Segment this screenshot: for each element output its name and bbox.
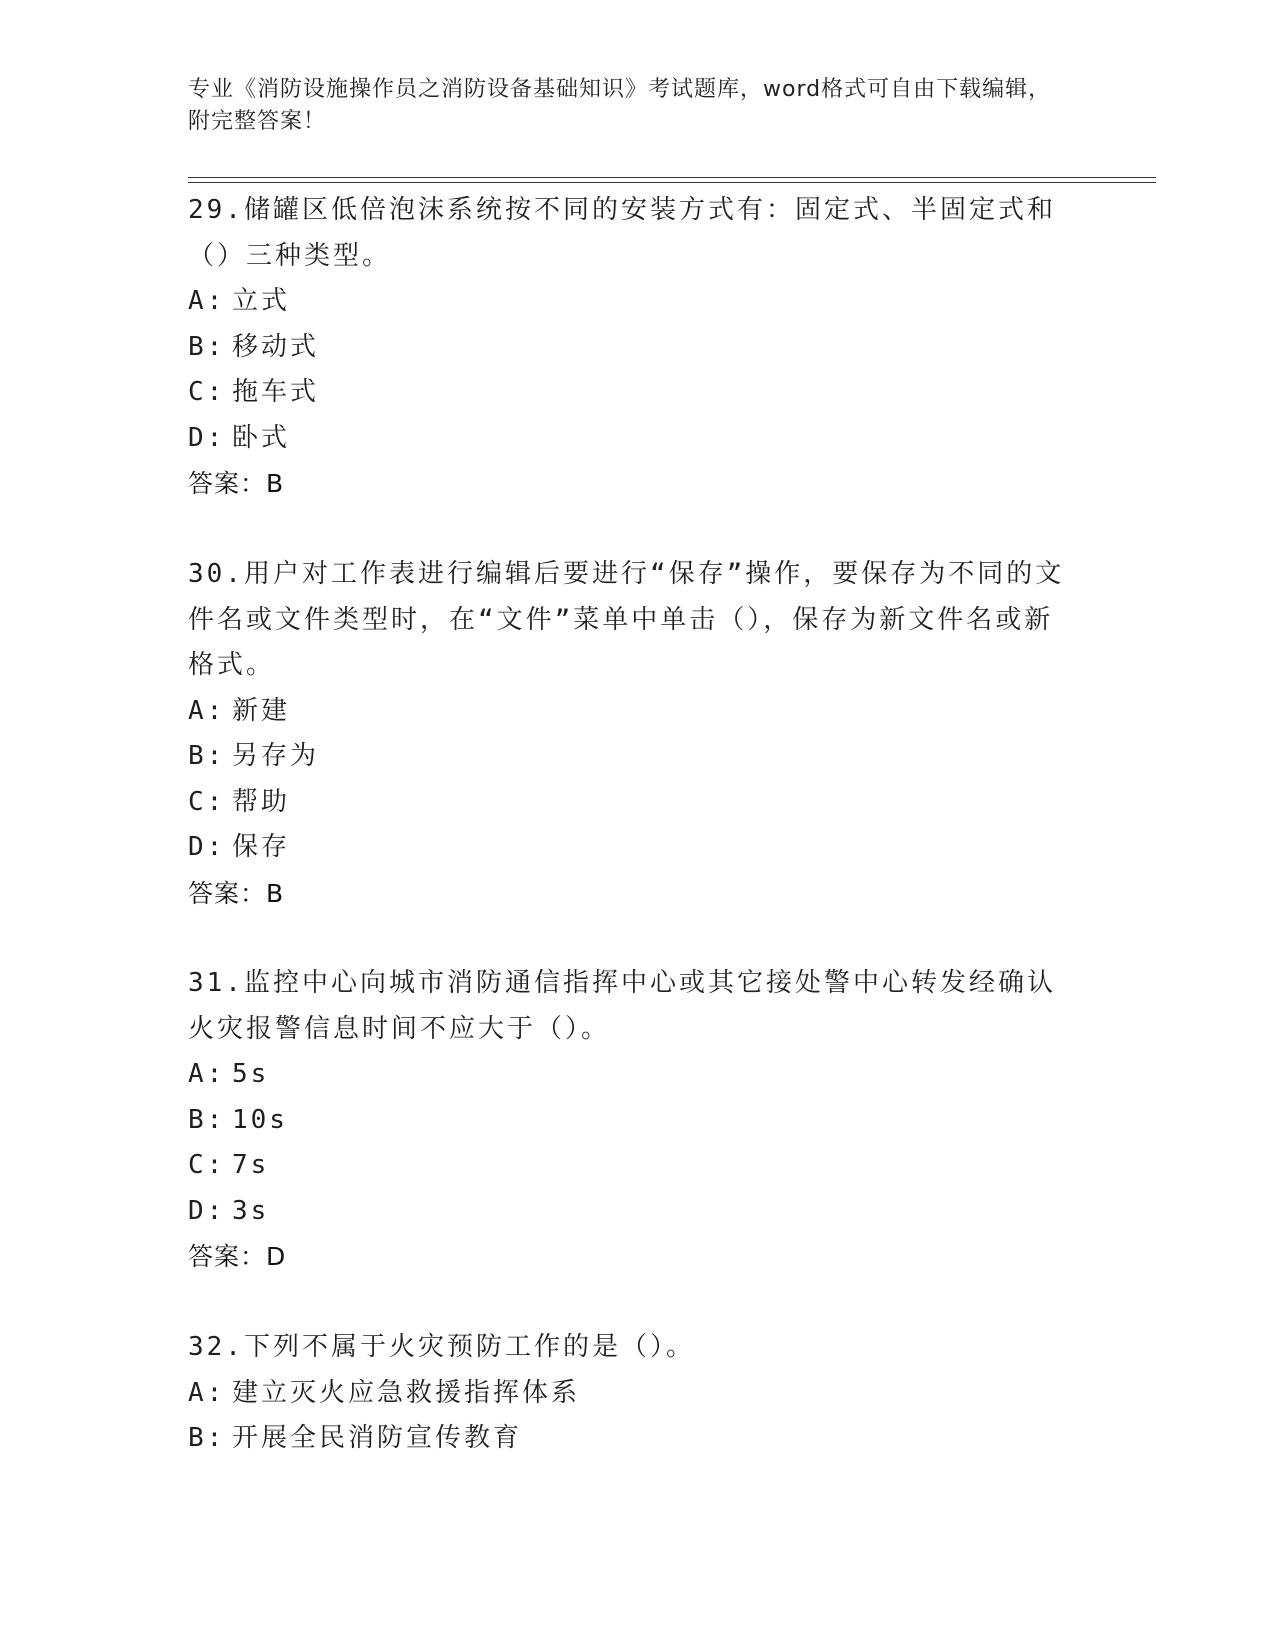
option-a	[188, 1371, 1068, 1417]
option-text: 10s	[232, 1104, 288, 1135]
option-b	[188, 734, 1068, 780]
option-text: 3s	[232, 1195, 270, 1226]
document-intro: 专业《消防设施操作员之消防设备基础知识》考试题库，word格式可自由下载编辑，附完整答案！	[188, 77, 1052, 134]
option-a	[188, 1052, 1068, 1098]
option-letter: B:	[188, 1104, 226, 1135]
question-text: 29.储罐区低倍泡沫系统按不同的安装方式有：固定式、半固定式和（）三种类型。	[188, 195, 1056, 271]
option-b	[188, 325, 1068, 371]
answer-line: 答案：B	[188, 878, 285, 908]
option-letter: D:	[188, 422, 226, 453]
option-d	[188, 416, 1068, 462]
option-a	[188, 689, 1068, 735]
option-c	[188, 370, 1068, 416]
option-letter: A:	[188, 1377, 226, 1408]
question-text: 32.下列不属于火灾预防工作的是（）。	[188, 1332, 695, 1362]
answer-line: 答案：B	[188, 469, 285, 498]
option-text: 5s	[232, 1059, 270, 1089]
option-text: 卧式	[232, 422, 291, 453]
option-letter: D:	[188, 832, 226, 862]
option-b	[188, 1098, 1068, 1144]
option-text: 保存	[232, 832, 291, 862]
option-letter: B:	[188, 741, 226, 771]
option-letter: C:	[188, 377, 226, 407]
option-text: 帮助	[232, 786, 291, 817]
option-text: 立式	[232, 286, 291, 316]
header-divider-top	[188, 177, 1156, 178]
option-b	[188, 1416, 1068, 1462]
option-c	[188, 780, 1068, 826]
option-letter: A:	[188, 695, 226, 726]
option-text: 开展全民消防宣传教育	[232, 1423, 523, 1453]
option-text: 建立灭火应急救援指挥体系	[232, 1377, 581, 1408]
option-letter: C:	[188, 786, 226, 817]
question-text: 30.用户对工作表进行编辑后要进行“保存”操作，要保存为不同的文件名或文件类型时，在“文件”菜单中单击（），保存为新文件名或新格式。	[188, 559, 1065, 680]
question-text: 31.监控中心向城市消防通信指挥中心或其它接处警中心转发经确认火灾报警信息时间不应大于（）。	[188, 968, 1056, 1044]
option-text: 拖车式	[232, 377, 320, 407]
answer-line: 答案：D	[188, 1242, 287, 1271]
question-30	[188, 552, 1068, 916]
header-divider-bottom	[188, 182, 1156, 183]
option-a	[188, 279, 1068, 325]
option-d	[188, 1189, 1068, 1235]
option-text: 另存为	[232, 741, 320, 771]
option-letter: C:	[188, 1150, 226, 1180]
option-letter: D:	[188, 1195, 226, 1226]
question-32	[188, 1325, 1068, 1462]
question-31	[188, 961, 1068, 1280]
option-text: 移动式	[232, 331, 320, 362]
option-text: 新建	[232, 695, 291, 726]
option-d	[188, 825, 1068, 871]
option-letter: B:	[188, 1423, 226, 1453]
option-letter: A:	[188, 1059, 226, 1089]
option-c	[188, 1143, 1068, 1189]
option-letter: A:	[188, 286, 226, 316]
question-29	[188, 188, 1068, 507]
option-text: 7s	[232, 1150, 270, 1180]
option-letter: B:	[188, 331, 226, 362]
